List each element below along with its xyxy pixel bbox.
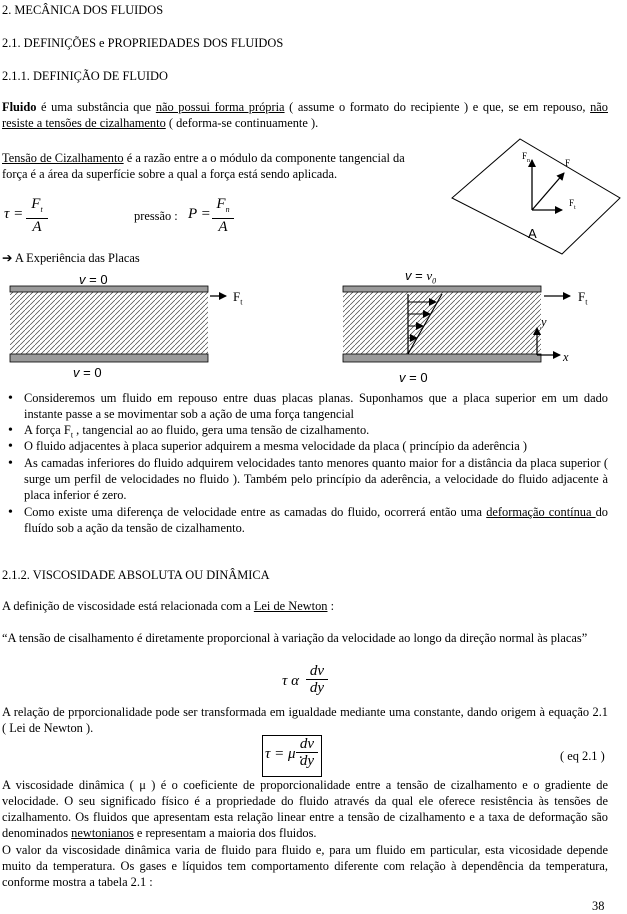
bullet-5-text: Como existe uma diferença de velocidade entre as camadas do fluido, ocorrerá então uma deformação contínua do fluído sob a ação da tensão de cizalhamento. [24,505,608,535]
subsection-heading: 2.1.1. DEFINIÇÃO DE FLUIDO [2,69,168,83]
right-fluid [343,290,541,356]
fluid-term: Fluido [2,100,37,114]
axis-x-label: x [563,350,569,364]
temperature-paragraph: O valor da viscosidade dinâmica varia de fluido para fluido e, para um fluido em particular, esta vicosidade depende muito da temperatura. Os gases e líquidos tem comportamento diferente com relação à dependência da temperatura, conforme mostra a tabela 2.1 : [2,843,608,889]
proportional-tau: τ α [282,673,299,689]
left-top-velocity: v = 0 [79,272,108,287]
equation-lhs: τ = μ . [265,746,304,762]
viscosity-heading: 2.1.2. VISCOSIDADE ABSOLUTA OU DINÂMICA [2,568,270,582]
newton-quote: “A tensão de cisalhamento é diretamente proporcional à variação da velocidade ao longo da direção normal às placas” [2,631,588,645]
section-heading: 2.1. DEFINIÇÕES e PROPRIEDADES DOS FLUIDOS [2,36,284,50]
pressure-label: pressão : [134,209,178,223]
left-bottom-velocity: v = 0 [73,365,102,380]
left-top-plate [10,286,208,292]
pressure-lhs: P = [188,206,211,222]
pressure-num: F [216,196,226,212]
def-text-2: ( assume o formato do recipiente ) e que, se em repouso, [284,100,591,114]
right-top-plate [343,286,541,292]
label-fn: $F_n$ [522,151,531,164]
right-bottom-velocity: v = 0 [399,370,428,385]
def-text-1: é uma substância que [36,100,156,114]
viscosity-intro: A definição de viscosidade está relacionada com a Lei de Newton : [2,599,335,613]
bullet-3-text: O fluido adjacentes à placa superior adquirem a mesma velocidade da placa ( princípio da aderência ) [24,439,527,453]
tau-num: F [31,196,41,212]
left-ft-label: $F_t$ [233,289,243,307]
newton-law-link: Lei de Newton [253,599,328,613]
bullet-2 [8,422,24,439]
tau-lhs: τ = [4,206,24,222]
label-f: F [565,158,571,168]
plates-title: ➔ A Experiência das Placas [2,251,140,265]
left-bottom-plate [10,354,208,362]
label-ft: $F_t$ [569,198,576,211]
chapter-heading: 2. MECÂNICA DOS FLUIDOS [2,3,164,17]
f-vector [532,173,564,210]
arrow-right-icon: ➔ [2,251,13,265]
right-ft-label: $F_t$ [578,289,588,307]
bullet-4 [8,455,24,472]
page-number: 38 [592,899,605,913]
proportional-fraction: $\frac{dv}{dy}$ [306,663,328,696]
shear-term: Tensão de Cizalhamento [2,151,124,165]
def-underline-1: não possui forma própria [155,100,285,114]
bullet-2-text: A força $F_t$ , tangencial ao ao fluido, gera uma tensão de cizalhamento. [24,423,370,440]
equation-fraction: $\frac{dv}{dy}$ [296,736,318,769]
bullet-1 [8,390,24,407]
pressure-num-sub: n [225,205,230,214]
tau-num-sub: t [40,205,43,214]
equation-label: ( eq 2.1 ) [560,749,605,763]
tau-den: A [32,219,42,235]
pressure-den: A [218,219,228,235]
def-text-3: ( deforma-se continuamente ). [165,116,319,130]
bullet-5 [8,504,24,521]
relation-paragraph: A relação de prporcionalidade pode ser transformada em igualdade mediante uma constante, dando origem à equação 2.1 ( Lei de Newton ). [2,705,608,735]
bullet-1-text: Consideremos um fluido em repouso entre duas placas planas. Suponhamos que a placa superior em um dado instante passe a se movimentar sob a ação de uma força tangencial [24,391,608,421]
def-underline-2: não resiste a tensões de cizalhamento [2,100,608,130]
right-bottom-plate [343,354,541,362]
axis-y-label: y [541,315,547,329]
shear-text: é a razão entre a o módulo da componente tangencial da força é a área da superfície sobre a qual a força está sendo aplicada. [2,151,405,181]
left-fluid [10,290,208,356]
right-top-velocity: $v = v_0$ [405,268,437,286]
dynamic-viscosity-paragraph: A viscosidade dinâmica ( μ ) é o coeficiente de proporcionalidade entre a tensão de cizalhamento e o gradiente de velocidade. O seu significado físico é a propriedade do fluido através da qual ele oferece resistência às tensões de cizalhamento. Os fluidos que apresentam esta relação linear entre a tensão de cizalhamento e a taxa de deformação são denominados newtonianos e representam a maioria dos fluidos. [2,778,608,840]
bullet-4-text: As camadas inferiores do fluido adquirem velocidades tanto menores quanto maior for a distância da placa superior ( surge um perfil de velocidades no fluido ). Também pelo princípio da aderência, a velocidade do fluido adjacente à placa inferior é zero. [24,456,608,502]
label-area: A [528,226,537,241]
bullet-3 [8,438,24,455]
